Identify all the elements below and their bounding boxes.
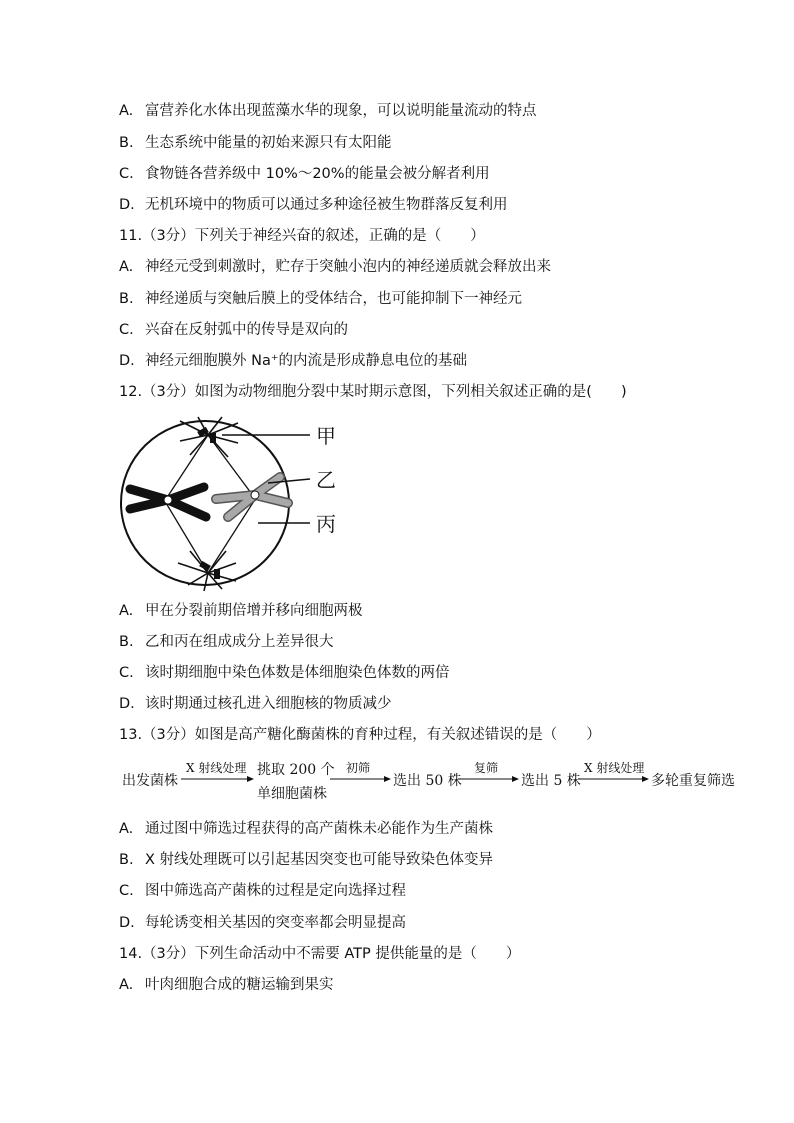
- option-letter: D.: [119, 696, 135, 712]
- flow-node-pick-line1: 挑取 200 个: [257, 762, 335, 778]
- option-letter: A.: [119, 821, 134, 837]
- option-text: 图中筛选高产菌株的过程是定向选择过程: [145, 883, 406, 899]
- option-text: X 射线处理既可以引起基因突变也可能导致染色体变异: [145, 852, 494, 868]
- flow-node-start: 出发菌株: [122, 773, 178, 789]
- q10-option-d: [119, 195, 508, 215]
- flow-arrow2-label: 初筛: [346, 761, 371, 775]
- option-letter: C.: [119, 665, 134, 681]
- option-text: 每轮诱变相关基因的突变率都会明显提高: [145, 915, 406, 931]
- q13-stem: 13.（3分）如图是高产糖化酶菌株的育种过程，有关叙述错误的是（ ）: [119, 727, 601, 743]
- q11-stem: 11.（3分）下列关于神经兴奋的叙述，正确的是（ ）: [119, 228, 485, 244]
- option-letter: A.: [119, 603, 134, 619]
- option-letter: C.: [119, 166, 134, 182]
- option-text: 富营养化水体出现蓝藻水华的现象，可以说明能量流动的特点: [145, 103, 537, 119]
- q11-option-b: [119, 289, 522, 309]
- option-text: 该时期细胞中染色体数是体细胞染色体数的两倍: [145, 665, 450, 681]
- option-letter: A.: [119, 103, 134, 119]
- option-letter: D.: [119, 353, 135, 369]
- cell-division-figure: [118, 413, 358, 598]
- q10-option-a: [119, 101, 537, 121]
- label-jia: 甲: [316, 424, 336, 448]
- option-text: 神经元受到刺激时，贮存于突触小泡内的神经递质就会释放出来: [145, 259, 551, 275]
- option-text: 神经元细胞膜外 Na⁺的内流是形成静息电位的基础: [145, 353, 467, 369]
- q12-option-a: [119, 601, 363, 621]
- q10-option-c: [119, 164, 490, 184]
- q13-option-d: [119, 913, 406, 933]
- flow-node-5: 选出 5 株: [521, 773, 581, 789]
- option-letter: B.: [119, 852, 134, 868]
- flow-node-50: 选出 50 株: [393, 773, 462, 789]
- option-letter: C.: [119, 883, 134, 899]
- q13-option-c: [119, 881, 406, 901]
- option-letter: C.: [119, 322, 134, 338]
- option-text: 兴奋在反射弧中的传导是双向的: [145, 322, 348, 338]
- flow-arrow1-label: X 射线处理: [186, 761, 247, 775]
- option-text: 该时期通过核孔进入细胞核的物质减少: [145, 696, 392, 712]
- centromere-gray: [251, 491, 259, 499]
- option-text: 甲在分裂前期倍增并移向细胞两极: [145, 603, 363, 619]
- label-bing: 丙: [316, 512, 336, 536]
- flow-arrow3-label: 复筛: [474, 761, 499, 775]
- option-text: 食物链各营养级中 10%～20%的能量会被分解者利用: [145, 166, 490, 182]
- flow-arrow4-label: X 射线处理: [584, 761, 645, 775]
- option-text: 生态系统中能量的初始来源只有太阳能: [145, 135, 392, 151]
- q11-option-a: [119, 257, 551, 277]
- option-letter: B.: [119, 135, 134, 151]
- q14-stem: 14.（3分）下列生命活动中不需要 ATP 提供能量的是（ ）: [119, 946, 521, 962]
- q13-option-b: [119, 850, 493, 870]
- flow-node-repeat: 多轮重复筛选: [651, 773, 735, 789]
- option-text: 神经递质与突触后膜上的受体结合，也可能抑制下一神经元: [145, 291, 522, 307]
- option-text: 无机环境中的物质可以通过多种途径被生物群落反复利用: [145, 197, 508, 213]
- q10-option-b: [119, 133, 392, 153]
- q12-stem: 12.（3分）如图为动物细胞分裂中某时期示意图，下列相关叙述正确的是( ): [119, 384, 627, 400]
- centromere-black: [164, 496, 172, 504]
- breeding-flowchart: [118, 758, 742, 804]
- option-text: 乙和丙在组成成分上差异很大: [145, 634, 334, 650]
- option-text: 叶肉细胞合成的糖运输到果实: [145, 977, 334, 993]
- q11-option-c: [119, 320, 348, 340]
- q12-option-c: [119, 663, 450, 683]
- option-text: 通过图中筛选过程获得的高产菌株未必能作为生产菌株: [145, 821, 493, 837]
- q14-option-a: [119, 975, 334, 995]
- option-letter: B.: [119, 291, 134, 307]
- q13-option-a: [119, 819, 493, 839]
- option-letter: A.: [119, 259, 134, 275]
- label-yi: 乙: [316, 468, 336, 492]
- q12-option-d: [119, 694, 392, 714]
- q11-option-d: [119, 351, 467, 371]
- option-letter: B.: [119, 634, 134, 650]
- flow-node-pick-line2: 单细胞菌株: [257, 786, 327, 802]
- option-letter: D.: [119, 915, 135, 931]
- option-letter: A.: [119, 977, 134, 993]
- q12-option-b: [119, 632, 334, 652]
- option-letter: D.: [119, 197, 135, 213]
